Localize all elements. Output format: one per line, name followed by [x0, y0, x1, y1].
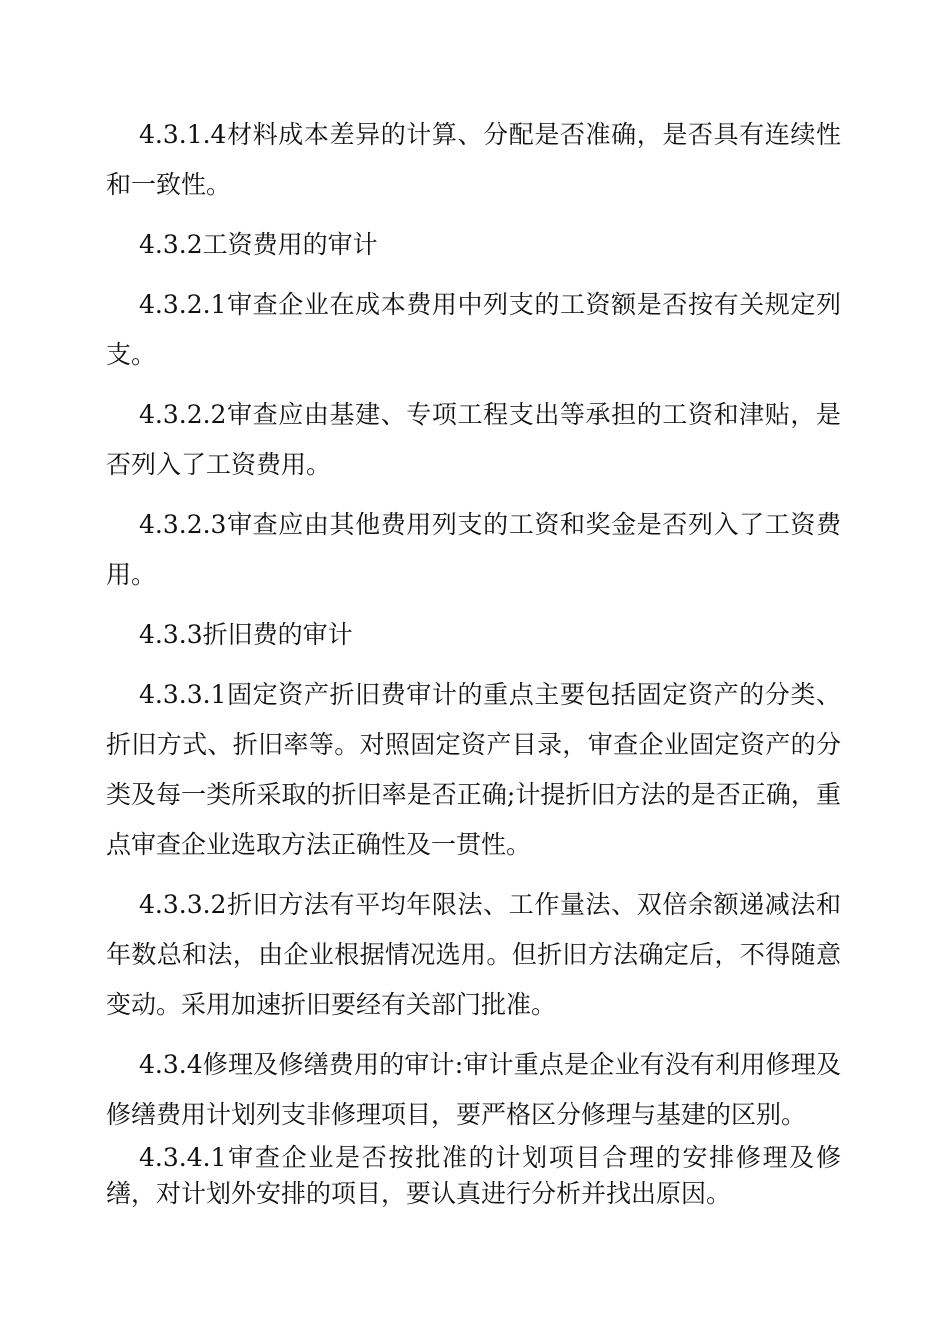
paragraph-4-3-2-1: 4.3.2.1审查企业在成本费用中列支的工资额是否按有关规定列支。: [106, 290, 841, 369]
heading-4-3-2: 4.3.2工资费用的审计: [139, 230, 378, 259]
paragraph-4-3-3-2: 4.3.3.2折旧方法有平均年限法、工作量法、双倍余额递减法和年数总和法，由企业根据情况选用。但折旧方法确定后，不得随意变动。采用加速折旧要经有关部门批准。: [106, 890, 841, 1019]
paragraph-4-3-2-2: 4.3.2.2审查应由基建、专项工程支出等承担的工资和津贴，是否列入了工资费用。: [106, 400, 841, 479]
paragraph-4-3-1-4: 4.3.1.4材料成本差异的计算、分配是否准确，是否具有连续性和一致性。: [106, 120, 841, 199]
document-body: [106, 110, 841, 1222]
paragraph-4-3-4-1: 4.3.4.1审查企业是否按批准的计划项目合理的安排修理及修缮，对计划外安排的项目，要认真进行分析并找出原因。: [106, 1143, 841, 1208]
heading-4-3-3: 4.3.3折旧费的审计: [139, 620, 353, 649]
paragraph-4-3-2-3: 4.3.2.3审查应由其他费用列支的工资和奖金是否列入了工资费用。: [106, 510, 841, 589]
paragraph-4-3-4: 4.3.4修理及修缮费用的审计:审计重点是企业有没有利用修理及修缮费用计划列支非修理项目，要严格区分修理与基建的区别。: [106, 1050, 841, 1129]
paragraph-4-3-3-1: 4.3.3.1固定资产折旧费审计的重点主要包括固定资产的分类、折旧方式、折旧率等。对照固定资产目录，审查企业固定资产的分类及每一类所采取的折旧率是否正确;计提折旧方法的是否正确，重点审查企业选取方法正确性及一贯性。: [106, 680, 841, 859]
